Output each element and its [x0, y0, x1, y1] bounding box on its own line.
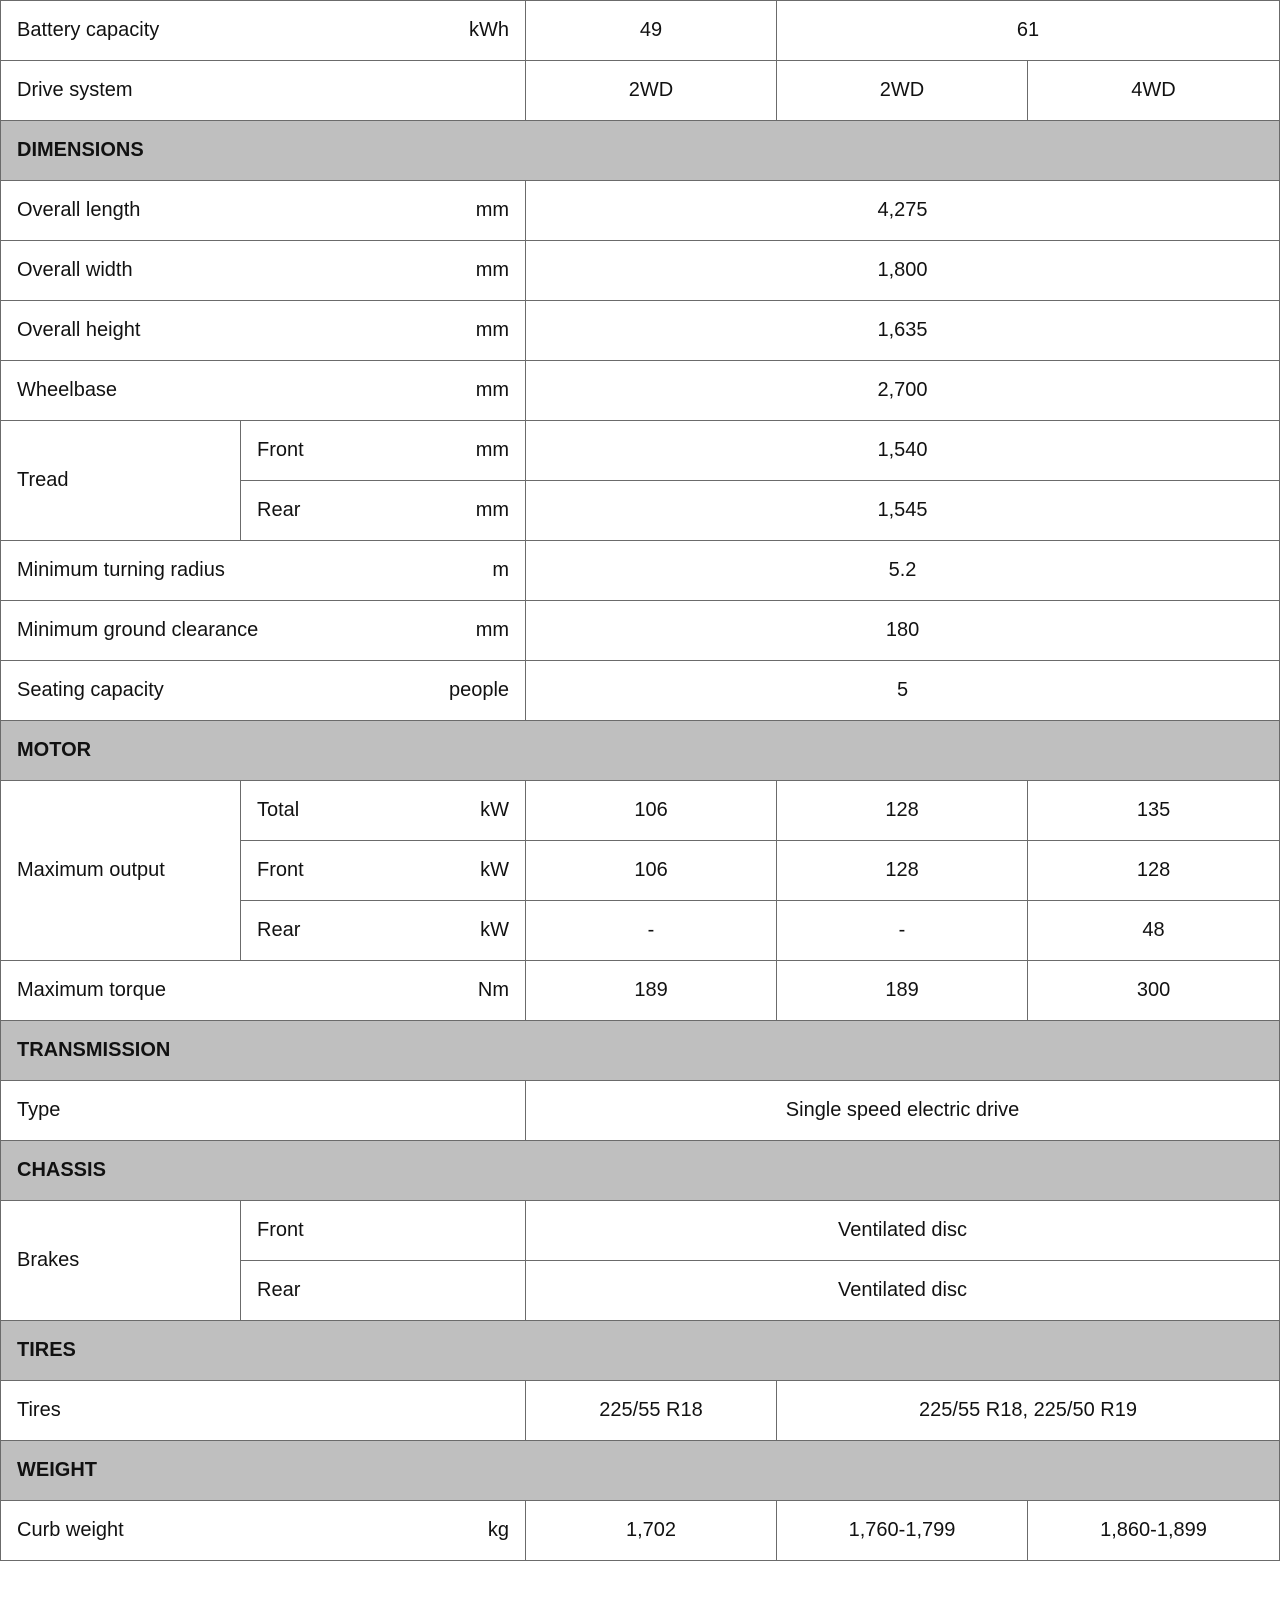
row-label: Drive system	[1, 61, 526, 121]
value-cell: 180	[526, 601, 1280, 661]
value-cell: 1,635	[526, 301, 1280, 361]
value-cell: 128	[777, 781, 1028, 841]
sub-label-cell	[241, 901, 526, 961]
label-cell	[1, 961, 526, 1021]
battery-capacity-cell	[1, 1, 526, 61]
value-cell: 1,702	[526, 1501, 777, 1561]
row-label: Minimum ground clearance	[17, 619, 259, 641]
row-label: Brakes	[1, 1201, 241, 1321]
value-cell: -	[777, 901, 1028, 961]
label-cell	[1, 361, 526, 421]
row-label: Tires	[1, 1381, 526, 1441]
row-label: Wheelbase	[17, 379, 118, 401]
value-cell: 49	[526, 1, 777, 61]
section-heading: CHASSIS	[1, 1141, 1280, 1201]
unit-label: kW	[480, 799, 510, 821]
section-weight	[1, 1441, 1280, 1501]
row-label: Overall width	[17, 259, 133, 281]
value-cell: 1,800	[526, 241, 1280, 301]
sub-label: Total	[257, 799, 300, 821]
label-cell	[1, 241, 526, 301]
row-curb-weight	[1, 1501, 1280, 1561]
section-tires	[1, 1321, 1280, 1381]
row-label: Maximum torque	[17, 979, 166, 1001]
label-cell	[1, 301, 526, 361]
value-cell: 61	[777, 1, 1280, 61]
unit-label: mm	[475, 439, 510, 461]
value-cell: 48	[1028, 901, 1280, 961]
section-motor	[1, 721, 1280, 781]
row-tires	[1, 1381, 1280, 1441]
value-cell: 2WD	[526, 61, 777, 121]
unit-label: kW	[480, 919, 510, 941]
value-cell: 4,275	[526, 181, 1280, 241]
value-cell: Ventilated disc	[526, 1261, 1280, 1321]
section-chassis	[1, 1141, 1280, 1201]
unit-label: kW	[480, 859, 510, 881]
row-maximum-torque	[1, 961, 1280, 1021]
row-label: Maximum output	[1, 781, 241, 961]
section-heading: TRANSMISSION	[1, 1021, 1280, 1081]
sub-label: Rear	[257, 499, 301, 521]
label-cell	[1, 1501, 526, 1561]
row-overall-width	[1, 241, 1280, 301]
value-cell: 225/55 R18, 225/50 R19	[777, 1381, 1280, 1441]
section-transmission	[1, 1021, 1280, 1081]
sub-label-cell	[241, 421, 526, 481]
value-cell: 1,760-1,799	[777, 1501, 1028, 1561]
row-label: Overall height	[17, 319, 141, 341]
value-cell: 128	[777, 841, 1028, 901]
row-label: Tread	[1, 421, 241, 541]
value-cell: 1,860-1,899	[1028, 1501, 1280, 1561]
value-cell: 5.2	[526, 541, 1280, 601]
value-cell: Single speed electric drive	[526, 1081, 1280, 1141]
unit-label: kWh	[469, 19, 510, 41]
row-label: Minimum turning radius	[17, 559, 225, 581]
value-cell: 1,540	[526, 421, 1280, 481]
row-label: Type	[1, 1081, 526, 1141]
value-cell: 135	[1028, 781, 1280, 841]
section-heading: WEIGHT	[1, 1441, 1280, 1501]
row-overall-height	[1, 301, 1280, 361]
section-heading: MOTOR	[1, 721, 1280, 781]
value-cell: 106	[526, 781, 777, 841]
value-cell: 5	[526, 661, 1280, 721]
section-heading: TIRES	[1, 1321, 1280, 1381]
unit-label: mm	[475, 259, 510, 281]
sub-label: Rear	[241, 1261, 526, 1321]
sub-label: Front	[257, 859, 304, 881]
row-label: Overall length	[17, 199, 141, 221]
value-cell: 2WD	[777, 61, 1028, 121]
row-brakes-front	[1, 1201, 1280, 1261]
unit-label: mm	[475, 619, 510, 641]
sub-label-cell	[241, 781, 526, 841]
row-ground-clearance	[1, 601, 1280, 661]
label-cell	[1, 181, 526, 241]
label-cell	[1, 661, 526, 721]
value-cell: 2,700	[526, 361, 1280, 421]
sub-label: Front	[257, 439, 304, 461]
unit-label: mm	[475, 319, 510, 341]
value-cell: 189	[777, 961, 1028, 1021]
unit-label: mm	[475, 499, 510, 521]
row-battery-capacity	[1, 1, 1280, 61]
row-output-total	[1, 781, 1280, 841]
section-dimensions	[1, 121, 1280, 181]
value-cell: 300	[1028, 961, 1280, 1021]
row-turning-radius	[1, 541, 1280, 601]
unit-label: Nm	[477, 979, 510, 1001]
row-tread-front	[1, 421, 1280, 481]
value-cell: -	[526, 901, 777, 961]
row-transmission-type	[1, 1081, 1280, 1141]
row-label: Seating capacity	[17, 679, 164, 701]
sub-label-cell	[241, 841, 526, 901]
unit-label: people	[448, 679, 510, 701]
row-label: Battery capacity	[17, 19, 160, 41]
value-cell: 189	[526, 961, 777, 1021]
unit-label: m	[492, 559, 510, 581]
sub-label: Rear	[257, 919, 301, 941]
value-cell: 4WD	[1028, 61, 1280, 121]
value-cell: Ventilated disc	[526, 1201, 1280, 1261]
unit-label: mm	[475, 379, 510, 401]
sub-label-cell	[241, 481, 526, 541]
row-drive-system	[1, 61, 1280, 121]
label-cell	[1, 541, 526, 601]
value-cell: 225/55 R18	[526, 1381, 777, 1441]
sub-label: Front	[241, 1201, 526, 1261]
row-wheelbase	[1, 361, 1280, 421]
section-heading: DIMENSIONS	[1, 121, 1280, 181]
value-cell: 128	[1028, 841, 1280, 901]
unit-label: kg	[487, 1519, 510, 1541]
unit-label: mm	[475, 199, 510, 221]
value-cell: 106	[526, 841, 777, 901]
row-label: Curb weight	[17, 1519, 124, 1541]
row-seating-capacity	[1, 661, 1280, 721]
label-cell	[1, 601, 526, 661]
row-overall-length	[1, 181, 1280, 241]
value-cell: 1,545	[526, 481, 1280, 541]
